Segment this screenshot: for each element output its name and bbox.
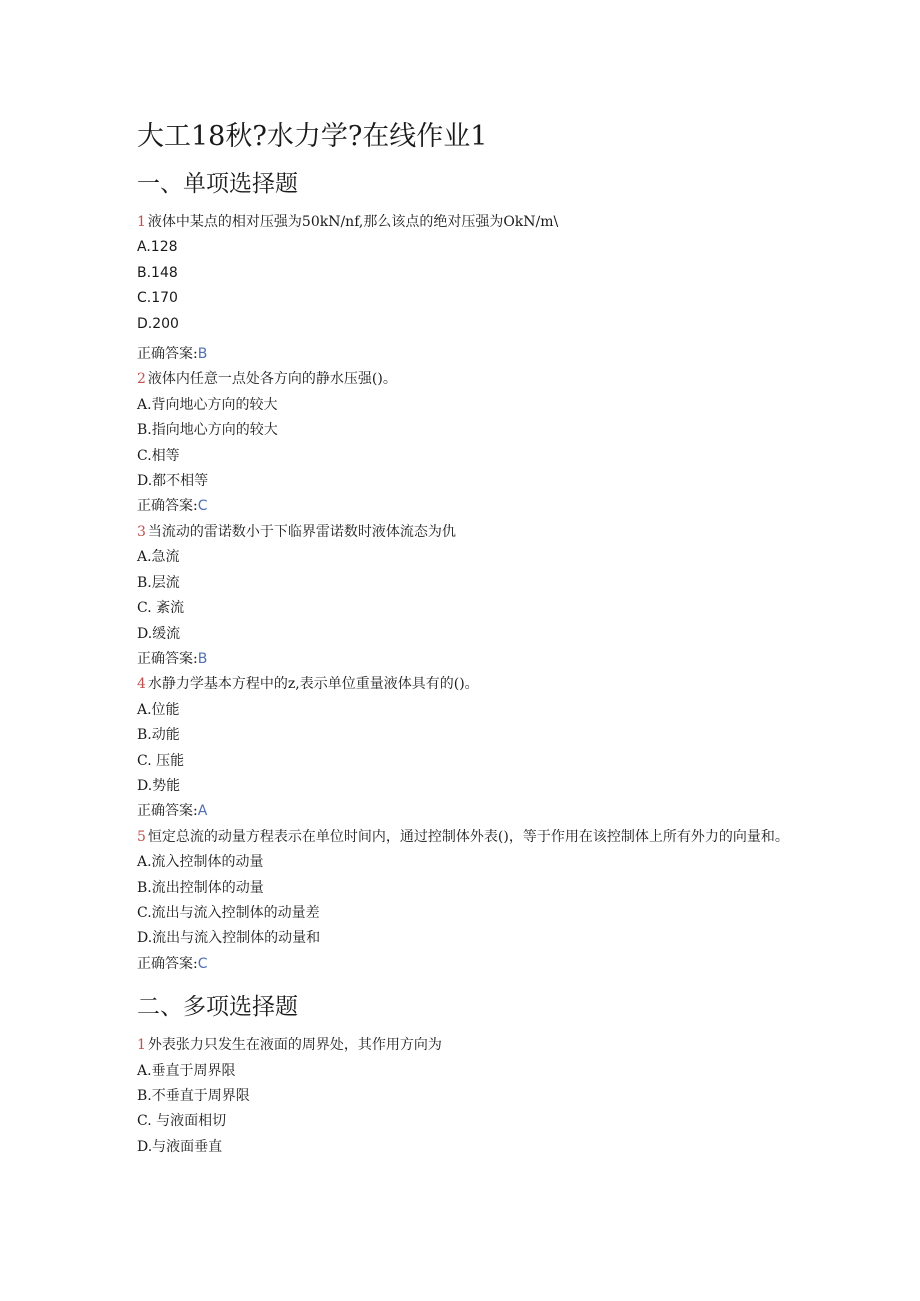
option-c: C.相等	[137, 447, 180, 464]
option-a: A.位能	[137, 701, 180, 718]
option-b: B.动能	[137, 727, 180, 744]
correct-answer	[137, 647, 837, 672]
answer-label: 正确答案:	[137, 346, 198, 363]
option-b: B.指向地心方向的较大	[137, 422, 278, 439]
answer-value: B	[197, 346, 208, 363]
option-d: D.都不相等	[137, 473, 209, 490]
answer-value: B	[197, 650, 208, 667]
correct-answer	[137, 952, 837, 977]
question-text: 当流动的雷诺数小于下临界雷诺数时液体流态为仇	[147, 523, 456, 540]
option-a: A.急流	[137, 549, 180, 566]
option-d: D.200	[137, 315, 179, 332]
question-text: 液体中某点的相对压强为50kN∕nf,那么该点的绝对压强为OkN∕m\	[147, 214, 559, 230]
option-d: D.缓流	[137, 625, 181, 642]
section-title-single-choice: 一、单项选择题	[137, 171, 298, 197]
answer-value: A	[197, 803, 208, 820]
question-text: 液体内任意一点处各方向的静水压强()。	[147, 371, 397, 388]
option-c: C.170	[137, 290, 178, 307]
option-b: B.不垂直于周界限	[137, 1088, 250, 1104]
answer-label: 正确答案:	[137, 803, 198, 820]
answer-label: 正确答案:	[137, 955, 198, 972]
option-b: B.流出控制体的动量	[137, 879, 264, 896]
question-text: 外表张力只发生在液面的周界处，其作用方向为	[147, 1037, 442, 1054]
correct-answer	[137, 799, 837, 824]
option-d: D.与液面垂直	[137, 1138, 223, 1155]
question-number: 3	[137, 523, 146, 540]
question-5	[137, 825, 837, 850]
question-text: 水静力学基本方程中的z,表示单位重量液体具有的()。	[147, 676, 479, 693]
correct-answer	[137, 494, 837, 519]
option-d: D.势能	[137, 777, 181, 794]
question-number: 4	[137, 676, 146, 693]
question-number: 1	[137, 1037, 146, 1054]
option-c: C. 压能	[137, 752, 185, 769]
question-text: 恒定总流的动量方程表示在单位时间内，通过控制体外表()，等于作用在该控制体上所有外力的向量和。	[147, 828, 789, 845]
section-title-multiple-choice: 二、多项选择题	[137, 994, 298, 1021]
question-1	[137, 210, 837, 235]
answer-label: 正确答案:	[137, 498, 198, 515]
question-4	[137, 672, 837, 697]
document-page	[137, 118, 837, 1160]
question-number: 1	[137, 214, 146, 230]
option-a: A.128	[137, 239, 178, 256]
question-2	[137, 367, 837, 392]
correct-answer	[137, 342, 837, 367]
question-1	[137, 1033, 837, 1058]
option-b: B.层流	[137, 574, 180, 591]
question-3	[137, 520, 837, 545]
question-number: 2	[137, 371, 146, 388]
document-title: 大工18秋?水力学?在线作业1	[137, 121, 488, 152]
option-c: C.流出与流入控制体的动量差	[137, 904, 320, 921]
option-a: A.垂直于周界限	[137, 1062, 236, 1079]
option-a: A.流入控制体的动量	[137, 854, 264, 871]
answer-value: C	[197, 498, 208, 515]
question-number: 5	[137, 828, 146, 845]
option-c: C. 紊流	[137, 600, 185, 617]
answer-label: 正确答案:	[137, 650, 198, 667]
option-d: D.流出与流入控制体的动量和	[137, 930, 321, 947]
option-a: A.背向地心方向的较大	[137, 396, 278, 413]
answer-value: C	[197, 955, 208, 972]
option-b: B.148	[137, 264, 178, 281]
option-c: C. 与液面相切	[137, 1113, 227, 1130]
